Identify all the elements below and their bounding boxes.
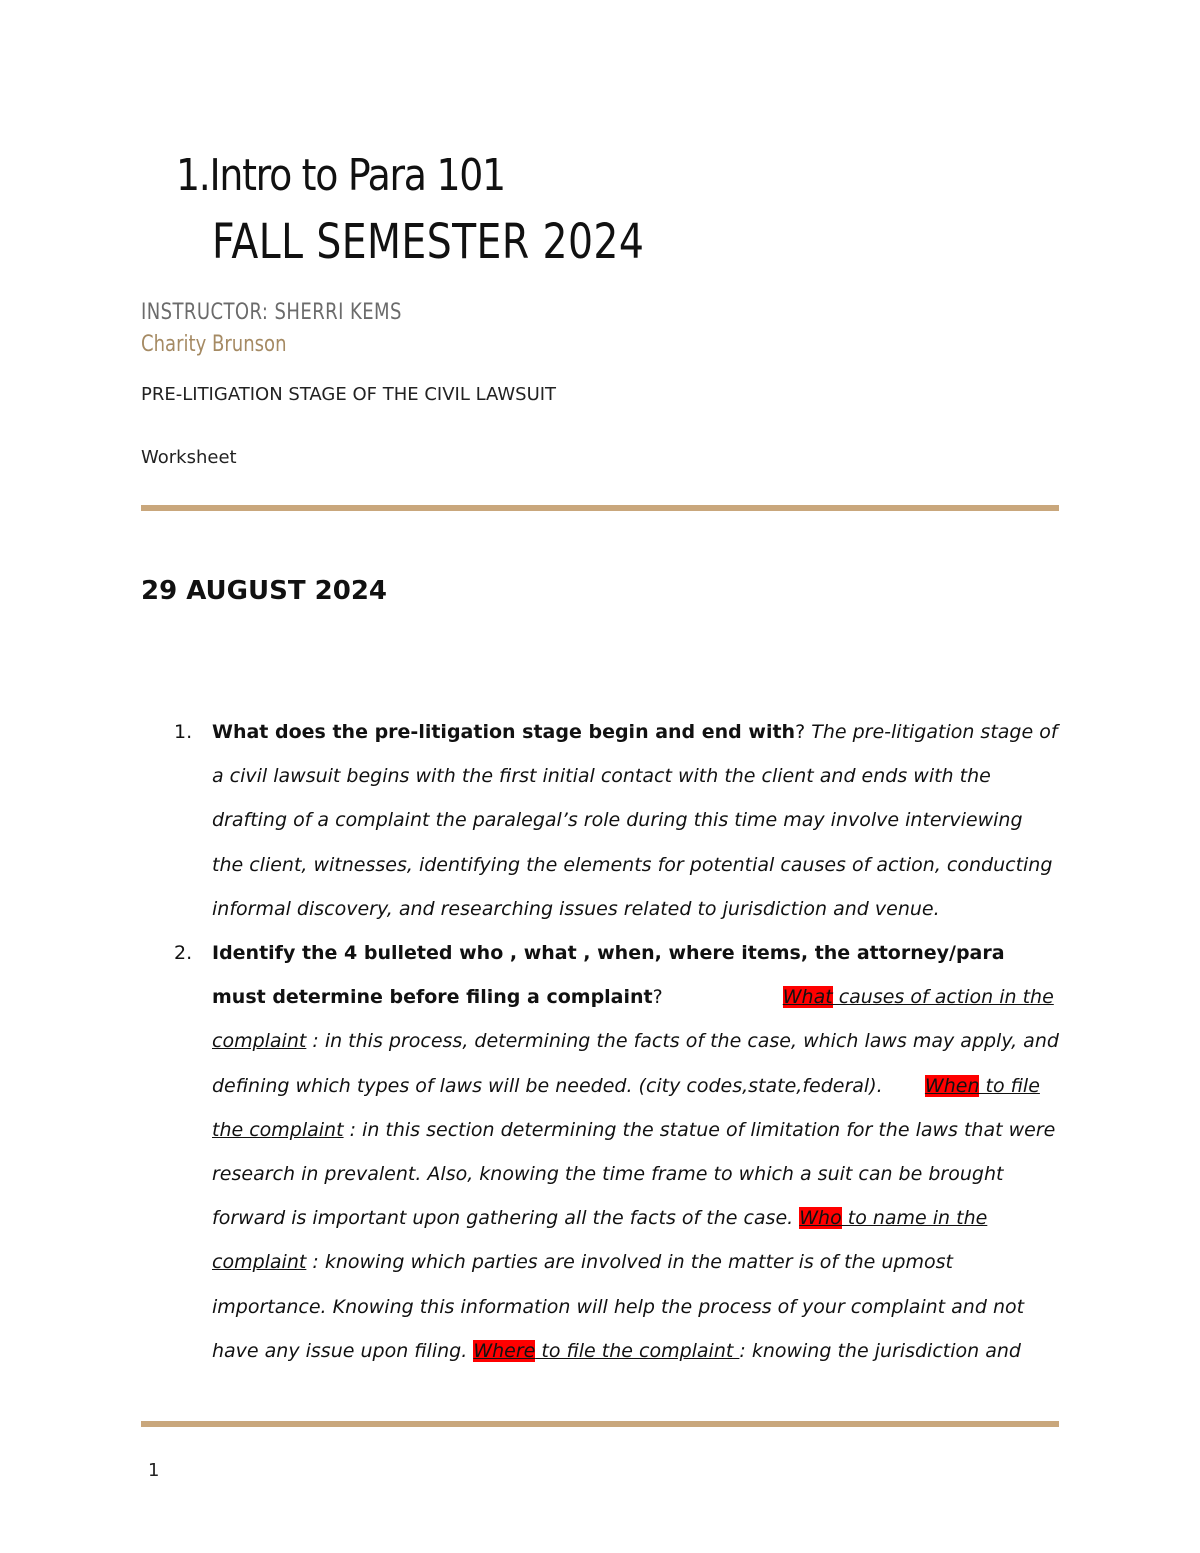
where-answer: : knowing the jurisdiction and: [739, 1339, 1021, 1362]
question-mark: ?: [652, 986, 663, 1009]
question-list: [141, 710, 1059, 1373]
when-highlight: When: [924, 1074, 980, 1097]
what-highlight: What: [782, 986, 833, 1009]
question-text: Identify the 4 bulleted who , what , when, where items, the attorney/para must determine before filing a complaint: [212, 942, 1005, 1009]
question-text: What does the pre-litigation stage begin and end with: [212, 721, 796, 743]
document-type: Worksheet: [141, 447, 237, 468]
answer-text: The pre-litigation stage of a civil lawsuit begins with the first initial contact with the client and ends with the drafting of a complaint the paralegal’s role during this time may involve interviewing the client, witnesses, identifying the elements for potential causes of action, conducting informal discovery, and researching issues related to jurisdiction and venue.: [212, 721, 1058, 920]
top-divider: [141, 505, 1059, 511]
question-item: [141, 710, 1059, 931]
bottom-divider: [141, 1421, 1059, 1427]
where-highlight: Where: [473, 1339, 536, 1362]
instructor-name: INSTRUCTOR: SHERRI KEMS: [141, 300, 402, 325]
when-heading: to file the complaint: [212, 1074, 1040, 1141]
date-heading: 29 AUGUST 2024: [141, 576, 387, 606]
where-heading: to file the complaint: [535, 1339, 740, 1362]
student-name: Charity Brunson: [141, 332, 287, 357]
question-mark: ?: [795, 721, 806, 743]
question-item: [141, 931, 1059, 1373]
who-heading: to name in the complaint: [212, 1207, 988, 1274]
who-answer: : knowing which parties are involved in the matter is of the upmost importance. Knowing this information will help the process of your complaint and not have any issue upon filing.: [212, 1251, 1025, 1362]
subject-line: PRE-LITIGATION STAGE OF THE CIVIL LAWSUIT: [141, 384, 557, 405]
semester-title: FALL SEMESTER 2024: [212, 214, 645, 270]
when-answer: : in this section determining the statue of limitation for the laws that were research in prevalent. Also, knowing the time frame to which a suit can be brought forward is important upon gathering all the facts of the case.: [212, 1118, 1056, 1230]
who-highlight: Who: [799, 1207, 842, 1230]
what-heading: causes of action in the complaint: [212, 986, 1054, 1053]
question-number: 1.: [174, 721, 193, 743]
course-title: 1.Intro to Para 101: [176, 150, 505, 201]
question-number: 2.: [174, 942, 193, 965]
what-answer: : in this process, determining the facts of the case, which laws may apply, and defining which types of laws will be needed. (city codes,state,federal).: [212, 1030, 1059, 1097]
page-number: 1: [148, 1460, 160, 1481]
